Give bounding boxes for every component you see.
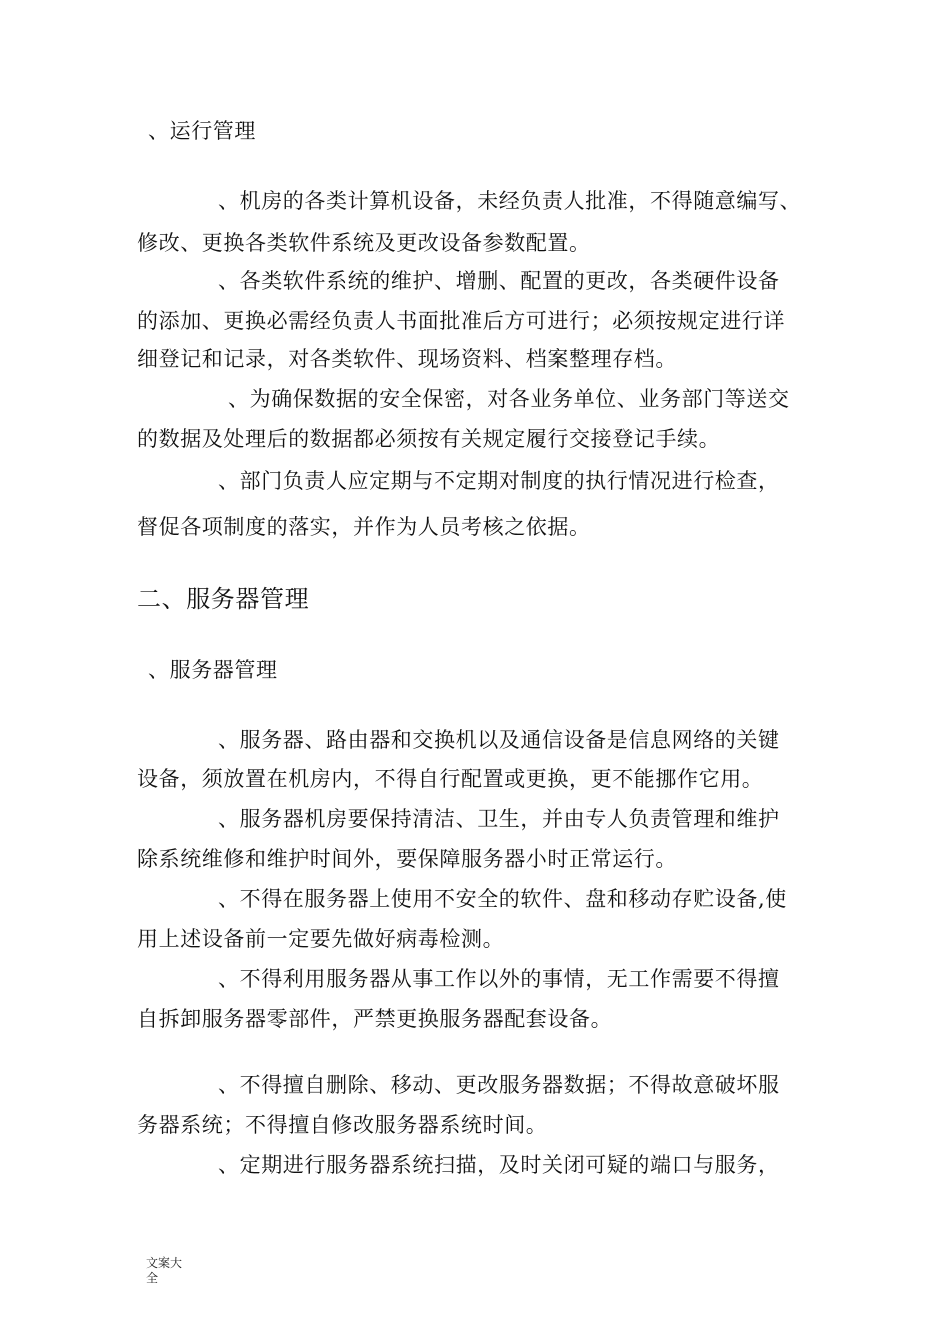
paragraph-2-line-2: 的添加、更换必需经负责人书面批准后方可进行；必须按规定进行详 [137, 309, 785, 333]
paragraph-1-line-2: 修改、更换各类软件系统及更改设备参数配置。 [137, 231, 591, 255]
page-footer: 文案大全 [146, 1256, 183, 1285]
section-title-operation: 、运行管理 [148, 119, 256, 143]
server-paragraph-1-line-2: 设备，须放置在机房内，不得自行配置或更换，更不能挪作它用。 [137, 767, 764, 791]
paragraph-1-line-1: 、机房的各类计算机设备，未经负责人批准，不得随意编写、 [218, 189, 802, 213]
paragraph-4-line-2: 督促各项制度的落实，并作为人员考核之依据。 [137, 515, 591, 539]
server-paragraph-4-line-1: 、不得利用服务器从事工作以外的事情，无工作需要不得擅 [218, 967, 780, 991]
server-paragraph-3-line-2: 用上述设备前一定要先做好病毒检测。 [137, 927, 505, 951]
paragraph-3-line-1: 、为确保数据的安全保密，对各业务单位、业务部门等送交 [228, 387, 790, 411]
server-paragraph-2-line-2: 除系统维修和维护时间外，要保障服务器小时正常运行。 [137, 847, 677, 871]
server-paragraph-2-line-1: 、服务器机房要保持清洁、卫生，并由专人负责管理和维护 [218, 807, 780, 831]
server-paragraph-6-line-1: 、定期进行服务器系统扫描，及时关闭可疑的端口与服务， [218, 1153, 780, 1177]
paragraph-3-line-2: 的数据及处理后的数据都必须按有关规定履行交接登记手续。 [137, 427, 721, 451]
subsection-title-server: 、服务器管理 [148, 658, 278, 682]
server-paragraph-1-line-1: 、服务器、路由器和交换机以及通信设备是信息网络的关键 [218, 728, 780, 752]
paragraph-2-line-3: 细登记和记录，对各类软件、现场资料、档案整理存档。 [137, 347, 677, 371]
server-paragraph-5-line-2: 务器系统；不得擅自修改服务器系统时间。 [137, 1113, 548, 1137]
section-heading-server: 二、服务器管理 [137, 585, 310, 613]
server-paragraph-5-line-1: 、不得擅自删除、移动、更改服务器数据；不得故意破坏服 [218, 1073, 780, 1097]
paragraph-4-line-1: 、部门负责人应定期与不定期对制度的执行情况进行检查， [218, 469, 780, 493]
server-paragraph-4-line-2: 自拆卸服务器零部件，严禁更换服务器配套设备。 [137, 1007, 613, 1031]
server-paragraph-3-line-1: 、不得在服务器上使用不安全的软件、盘和移动存贮设备,使 [218, 887, 787, 911]
paragraph-2-line-1: 、各类软件系统的维护、增删、配置的更改，各类硬件设备 [218, 269, 780, 293]
